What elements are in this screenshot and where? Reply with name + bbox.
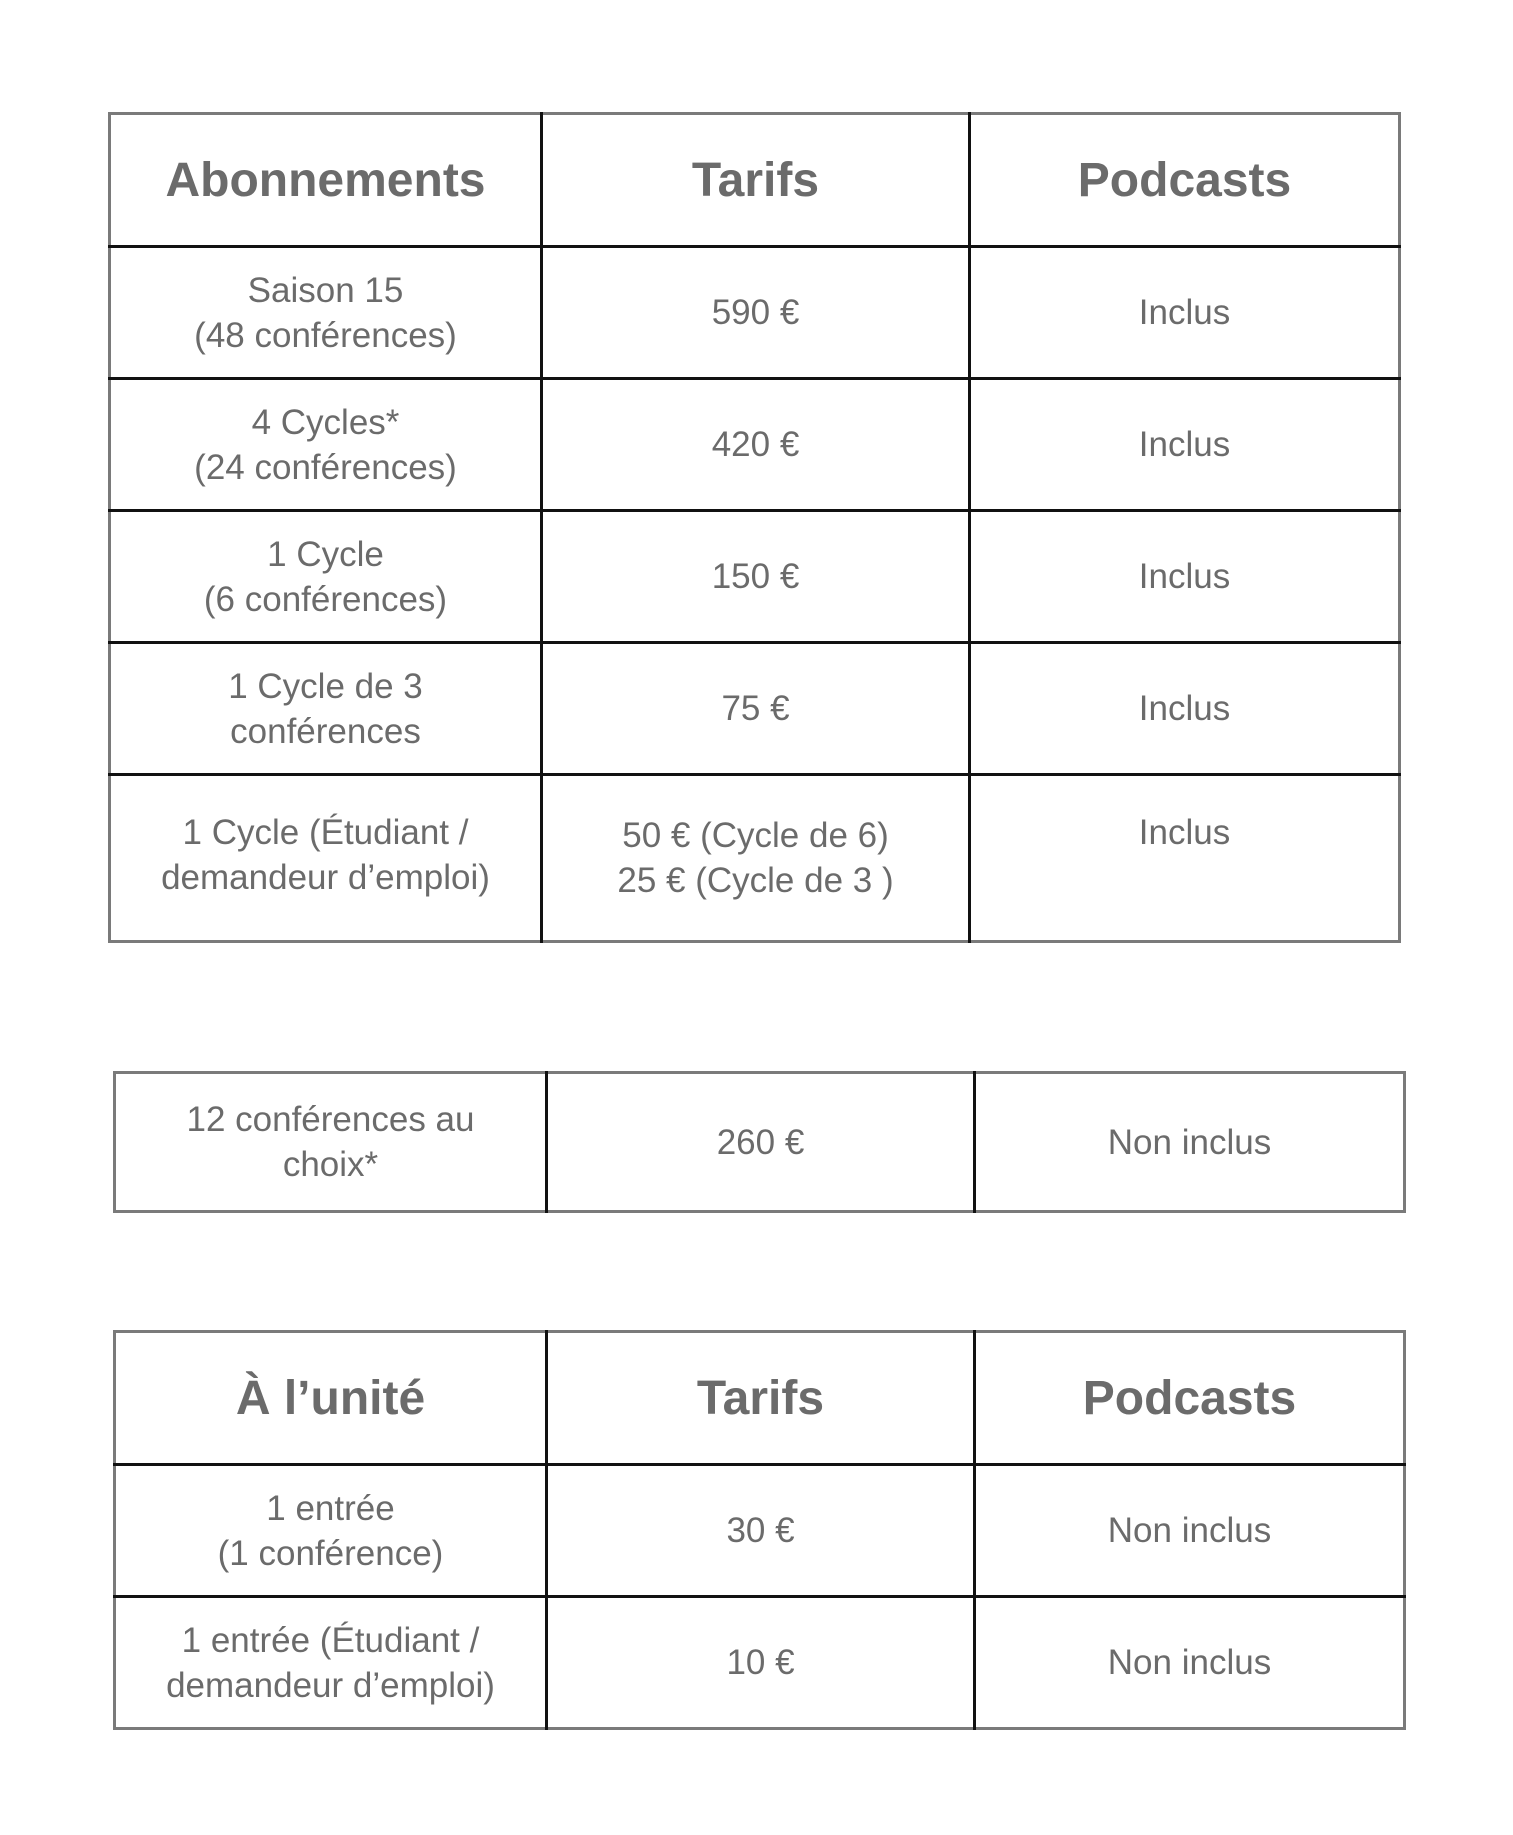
price-cell <box>547 1465 975 1597</box>
price-value: 10 € <box>726 1643 795 1682</box>
unite-table <box>113 1330 1406 1730</box>
subscription-name-line: 1 Cycle (Étudiant / <box>182 813 469 852</box>
price-value: 590 € <box>711 293 800 332</box>
header-tarifs: Tarifs <box>542 114 970 247</box>
table-row <box>110 643 1400 775</box>
price-cell <box>542 247 970 379</box>
subscription-name-line: (24 conférences) <box>194 447 457 487</box>
table-row <box>110 775 1400 942</box>
price-value: 150 € <box>711 557 800 596</box>
table-row <box>115 1073 1405 1212</box>
podcasts-cell: Inclus <box>970 247 1400 379</box>
choix-table <box>113 1071 1406 1213</box>
entry-name <box>115 1465 547 1597</box>
subscription-name-line: conférences <box>230 711 421 751</box>
price-cell <box>542 511 970 643</box>
header-tarifs: Tarifs <box>547 1332 975 1465</box>
subscription-name-line: 1 Cycle <box>267 534 384 574</box>
table-row <box>115 1465 1405 1597</box>
header-abonnements: Abonnements <box>110 114 542 247</box>
subscription-name-line: Saison 15 <box>247 270 404 310</box>
podcasts-cell: Non inclus <box>1107 1122 1272 1162</box>
subscription-name <box>110 379 542 511</box>
podcasts-cell: Inclus <box>1138 813 1231 852</box>
subscription-name-line: choix* <box>282 1145 379 1184</box>
table-row <box>110 379 1400 511</box>
table-header-row <box>115 1332 1405 1465</box>
table-row <box>115 1597 1405 1729</box>
table-row <box>110 247 1400 379</box>
subscription-name <box>115 1073 547 1212</box>
podcasts-cell: Non inclus <box>975 1465 1405 1597</box>
subscription-name-line: (6 conférences) <box>203 579 448 619</box>
entry-name-line: (1 conférence) <box>217 1533 444 1573</box>
subscription-name-line: 1 Cycle de 3 <box>228 666 423 706</box>
podcasts-cell: Inclus <box>970 511 1400 643</box>
price-cell <box>542 379 970 511</box>
price-value: 30 € <box>726 1511 795 1550</box>
subscription-name <box>110 643 542 775</box>
table-row <box>110 511 1400 643</box>
header-podcasts: Podcasts <box>970 114 1400 247</box>
abonnements-table <box>108 112 1401 943</box>
price-value: 75 € <box>721 689 790 728</box>
subscription-name-line: 12 conférences au <box>186 1100 475 1139</box>
entry-name-line: demandeur d’emploi) <box>166 1665 495 1705</box>
podcasts-cell: Inclus <box>970 379 1400 511</box>
subscription-name <box>110 775 542 942</box>
header-a-lunite: À l’unité <box>115 1332 547 1465</box>
price-value: 50 € (Cycle de 6) <box>622 816 889 855</box>
entry-name <box>115 1597 547 1729</box>
price-cell <box>547 1597 975 1729</box>
price-cell <box>547 1073 975 1212</box>
header-podcasts: Podcasts <box>975 1332 1405 1465</box>
price-cell <box>542 643 970 775</box>
subscription-name-line: (48 conférences) <box>194 315 457 355</box>
entry-name-line: 1 entrée (Étudiant / <box>181 1620 480 1660</box>
price-cell <box>542 775 970 942</box>
price-value: 260 € <box>716 1122 805 1162</box>
subscription-name <box>110 247 542 379</box>
price-value: 25 € (Cycle de 3 ) <box>617 861 894 900</box>
entry-name-line: 1 entrée <box>266 1488 395 1528</box>
podcasts-cell: Non inclus <box>1107 1643 1272 1682</box>
subscription-name-line: 4 Cycles* <box>251 402 400 442</box>
subscription-name <box>110 511 542 643</box>
podcasts-cell: Inclus <box>970 643 1400 775</box>
price-value: 420 € <box>711 425 800 464</box>
subscription-name-line: demandeur d’emploi) <box>161 858 490 897</box>
table-header-row <box>110 114 1400 247</box>
